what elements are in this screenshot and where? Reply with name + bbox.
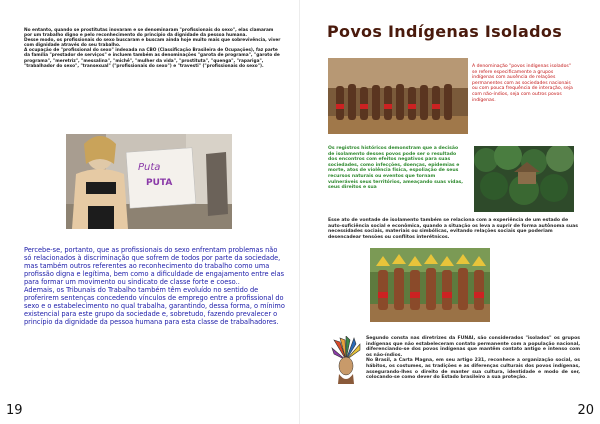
sign-text-2: PUTA	[146, 178, 173, 188]
left-bottom-paragraph: Percebe-se, portanto, que as profissionais do sexo enfrentam problemas não só relacionados à discriminação que sofrem de todos por parte da sociedade, mas também outros referentes ao reconhecimento do trabalho como uma profissão digna e legítima, bem como a dificuldade de engajamento entre elas para formar um movimento ou sindicato de classe forte e coeso.. Ademais, os Tribunais do Trabalho também têm evoluído no sentido de proferirem sentenças concedendo vínculos de emprego entre a profissional do sexo e o estabelecimento no qual trabalha, garantindo, dessa forma, o mínimo existencial para este grupo da sociedade e, sobretudo, fazendo prevalecer o princípio da dignidade da pessoa humana para esta classe de trabalhadores.	[24, 246, 285, 326]
self-sufficiency-paragraph: Esse ato de vontade de isolamento também se relaciona com a experiência de um estado de auto-suficiência social e econômica, quando a situação os leva a suprir de forma autônoma suas necessidades sociais, materiais ou simbólicas, evitando relações sociais que poderiam desencadear tensões ou conflitos interétnicos.	[328, 218, 578, 240]
page-title: Povos Indígenas Isolados	[327, 22, 563, 41]
isolated-definition-paragraph: A denominação "povos indígenas isolados" se refere especificamente a grupos indígenas com ausência de relações permanentes com as sociedades nacionais ou com pouca frequência de interação, seja com não-índios, seja com outros povos indígenas.	[472, 64, 573, 103]
headdress-icon	[330, 336, 362, 384]
left-top-paragraph: No entanto, quando se prostitutas inovaram e se denominaram "profissionais do sexo", elas clamaram por um trabalho digno e pelo reconhecimento do princípio da dignidade da pessoa humana. Desse modo, os profissionais do sexo buscaram e buscam ainda hoje muito mais que sobrevivência, viver com dignidade através do seu trabalho. A ocupação de "profissional do sexo" indexada na CBO (Classificação Brasileira de Ocupações), faz parte da família "prestador de serviços" e incluem também as denominações "garota de programa", "garoto de programa", "meretriz", "messalina", "michê", "mulher da vida", "prostituta", "quenga", "rapariga", "trabalhador do sexo", "transexual" ("profissionais do sexo") e "travesti" ("profissionais do sexo").	[24, 28, 281, 69]
historical-records-paragraph: Os registros históricos demonstram que a decisão de isolamento desses povos pode ser o resultado dos encontros com efeitos negativos para suas sociedades, como infecções, doenças, epidemias e morte, atos de violência física, espoliação de seus recursos naturais ou eventos que tornam vulneráveis seus territórios, ameaçando suas vidas, seus direitos e sua	[328, 146, 464, 191]
right-page-number: 20	[577, 403, 594, 418]
protest-photo	[66, 134, 232, 229]
indigenous-group-image	[328, 58, 468, 134]
headdress-illustration	[330, 336, 362, 384]
indigenous-group-photo	[328, 58, 468, 134]
forest-photo	[474, 146, 574, 212]
left-page-number: 19	[6, 403, 23, 418]
forest-image	[474, 146, 574, 212]
sign-text-1: Puta	[138, 162, 161, 173]
ceremony-photo	[370, 248, 490, 322]
funai-paragraph: Segundo consta nas diretrizes da FUNAI, são considerados "isolados" os grupos indígenas que não estabeleceram contato permanente com a população nacional, diferenciando-se dos povos indígenas que mantêm contato antigo e intenso com os não-índios. No Brasil, a Carta Magna, em seu artigo 231, reconhece a organização social, os hábitos, os costumes, as tradições e as diferenças culturais dos povos indígenas, assegurando-lhes o direito de manter sua cultura, identidade e modo de ser, colocando-se como dever do Estado brasileiro a sua proteção.	[366, 336, 580, 381]
ceremony-image	[370, 248, 490, 322]
